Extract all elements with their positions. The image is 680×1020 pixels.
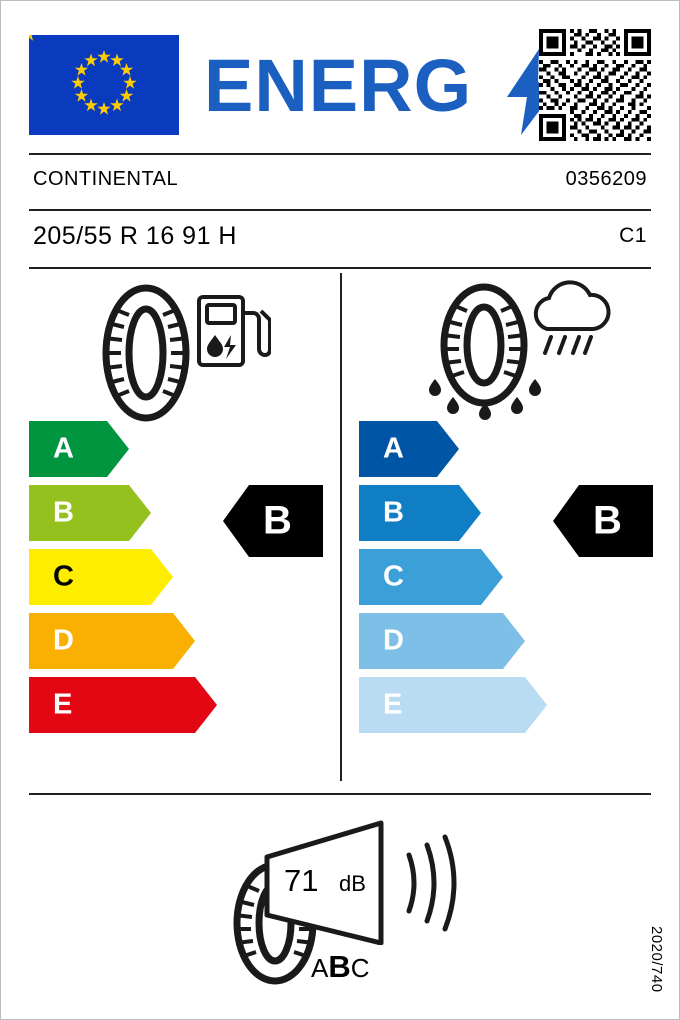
fuel-pump-icon [191,283,271,373]
fuel-grade-D-letter: D [53,624,74,657]
fuel-grade-E [29,677,329,733]
brand-row [29,164,651,204]
label-date-code: 2020/740 [648,926,665,993]
fuel-grade-marker [223,485,323,557]
noise-unit: dB [339,871,366,896]
wet-grade-B-letter: B [383,496,404,529]
manufacturer-name: CONTINENTAL [33,168,179,190]
wet-grade-E-letter: E [383,688,403,721]
fuel-grade-A [29,421,329,477]
wet-grade-A [359,421,659,477]
fuel-grade-D [29,613,329,669]
wet-grade-marker [553,485,653,557]
divider-noise [29,793,651,795]
fuel-grade-A-letter: A [53,432,74,465]
energy-wordmark: ENERG [204,44,473,127]
fuel-grade-C [29,549,329,605]
tyre-class: C1 [619,224,647,247]
fuel-efficiency-scale [29,421,329,741]
divider-brand [29,209,651,211]
wet-grade-A-letter: A [383,432,404,465]
wet-grade-D [359,613,659,669]
fuel-grade-E-letter: E [53,688,73,721]
wet-grip-scale [359,421,659,741]
eu-stars [29,35,179,135]
noise-value: 71 [284,863,319,898]
size-row [29,220,651,262]
noise-class-selected: B [328,949,351,984]
noise-class-a: A [311,953,329,983]
divider-size [29,267,651,269]
noise-class-scale [311,949,370,985]
fuel-grade-marker-letter: B [263,498,292,543]
wet-grade-marker-letter: B [593,498,622,543]
fuel-grade-C-letter: C [53,560,74,593]
pictogram-row [1,273,680,413]
tyre-size-designation: 205/55 R 16 91 H [33,222,237,250]
tyre-icon [91,283,201,423]
eu-flag-icon [29,35,179,135]
wet-grade-C-letter: C [383,560,404,593]
sound-waves-icon [401,833,471,933]
rain-cloud-icon [525,277,615,377]
wet-grade-E [359,677,659,733]
qr-code-icon[interactable] [539,29,651,141]
fuel-grade-B-letter: B [53,496,74,529]
label-header [29,29,651,141]
noise-class-c: C [350,953,370,983]
tyre-type-code: 0356209 [565,168,647,190]
wet-grade-C [359,549,659,605]
divider-header [29,153,651,155]
wet-grade-D-letter: D [383,624,404,657]
